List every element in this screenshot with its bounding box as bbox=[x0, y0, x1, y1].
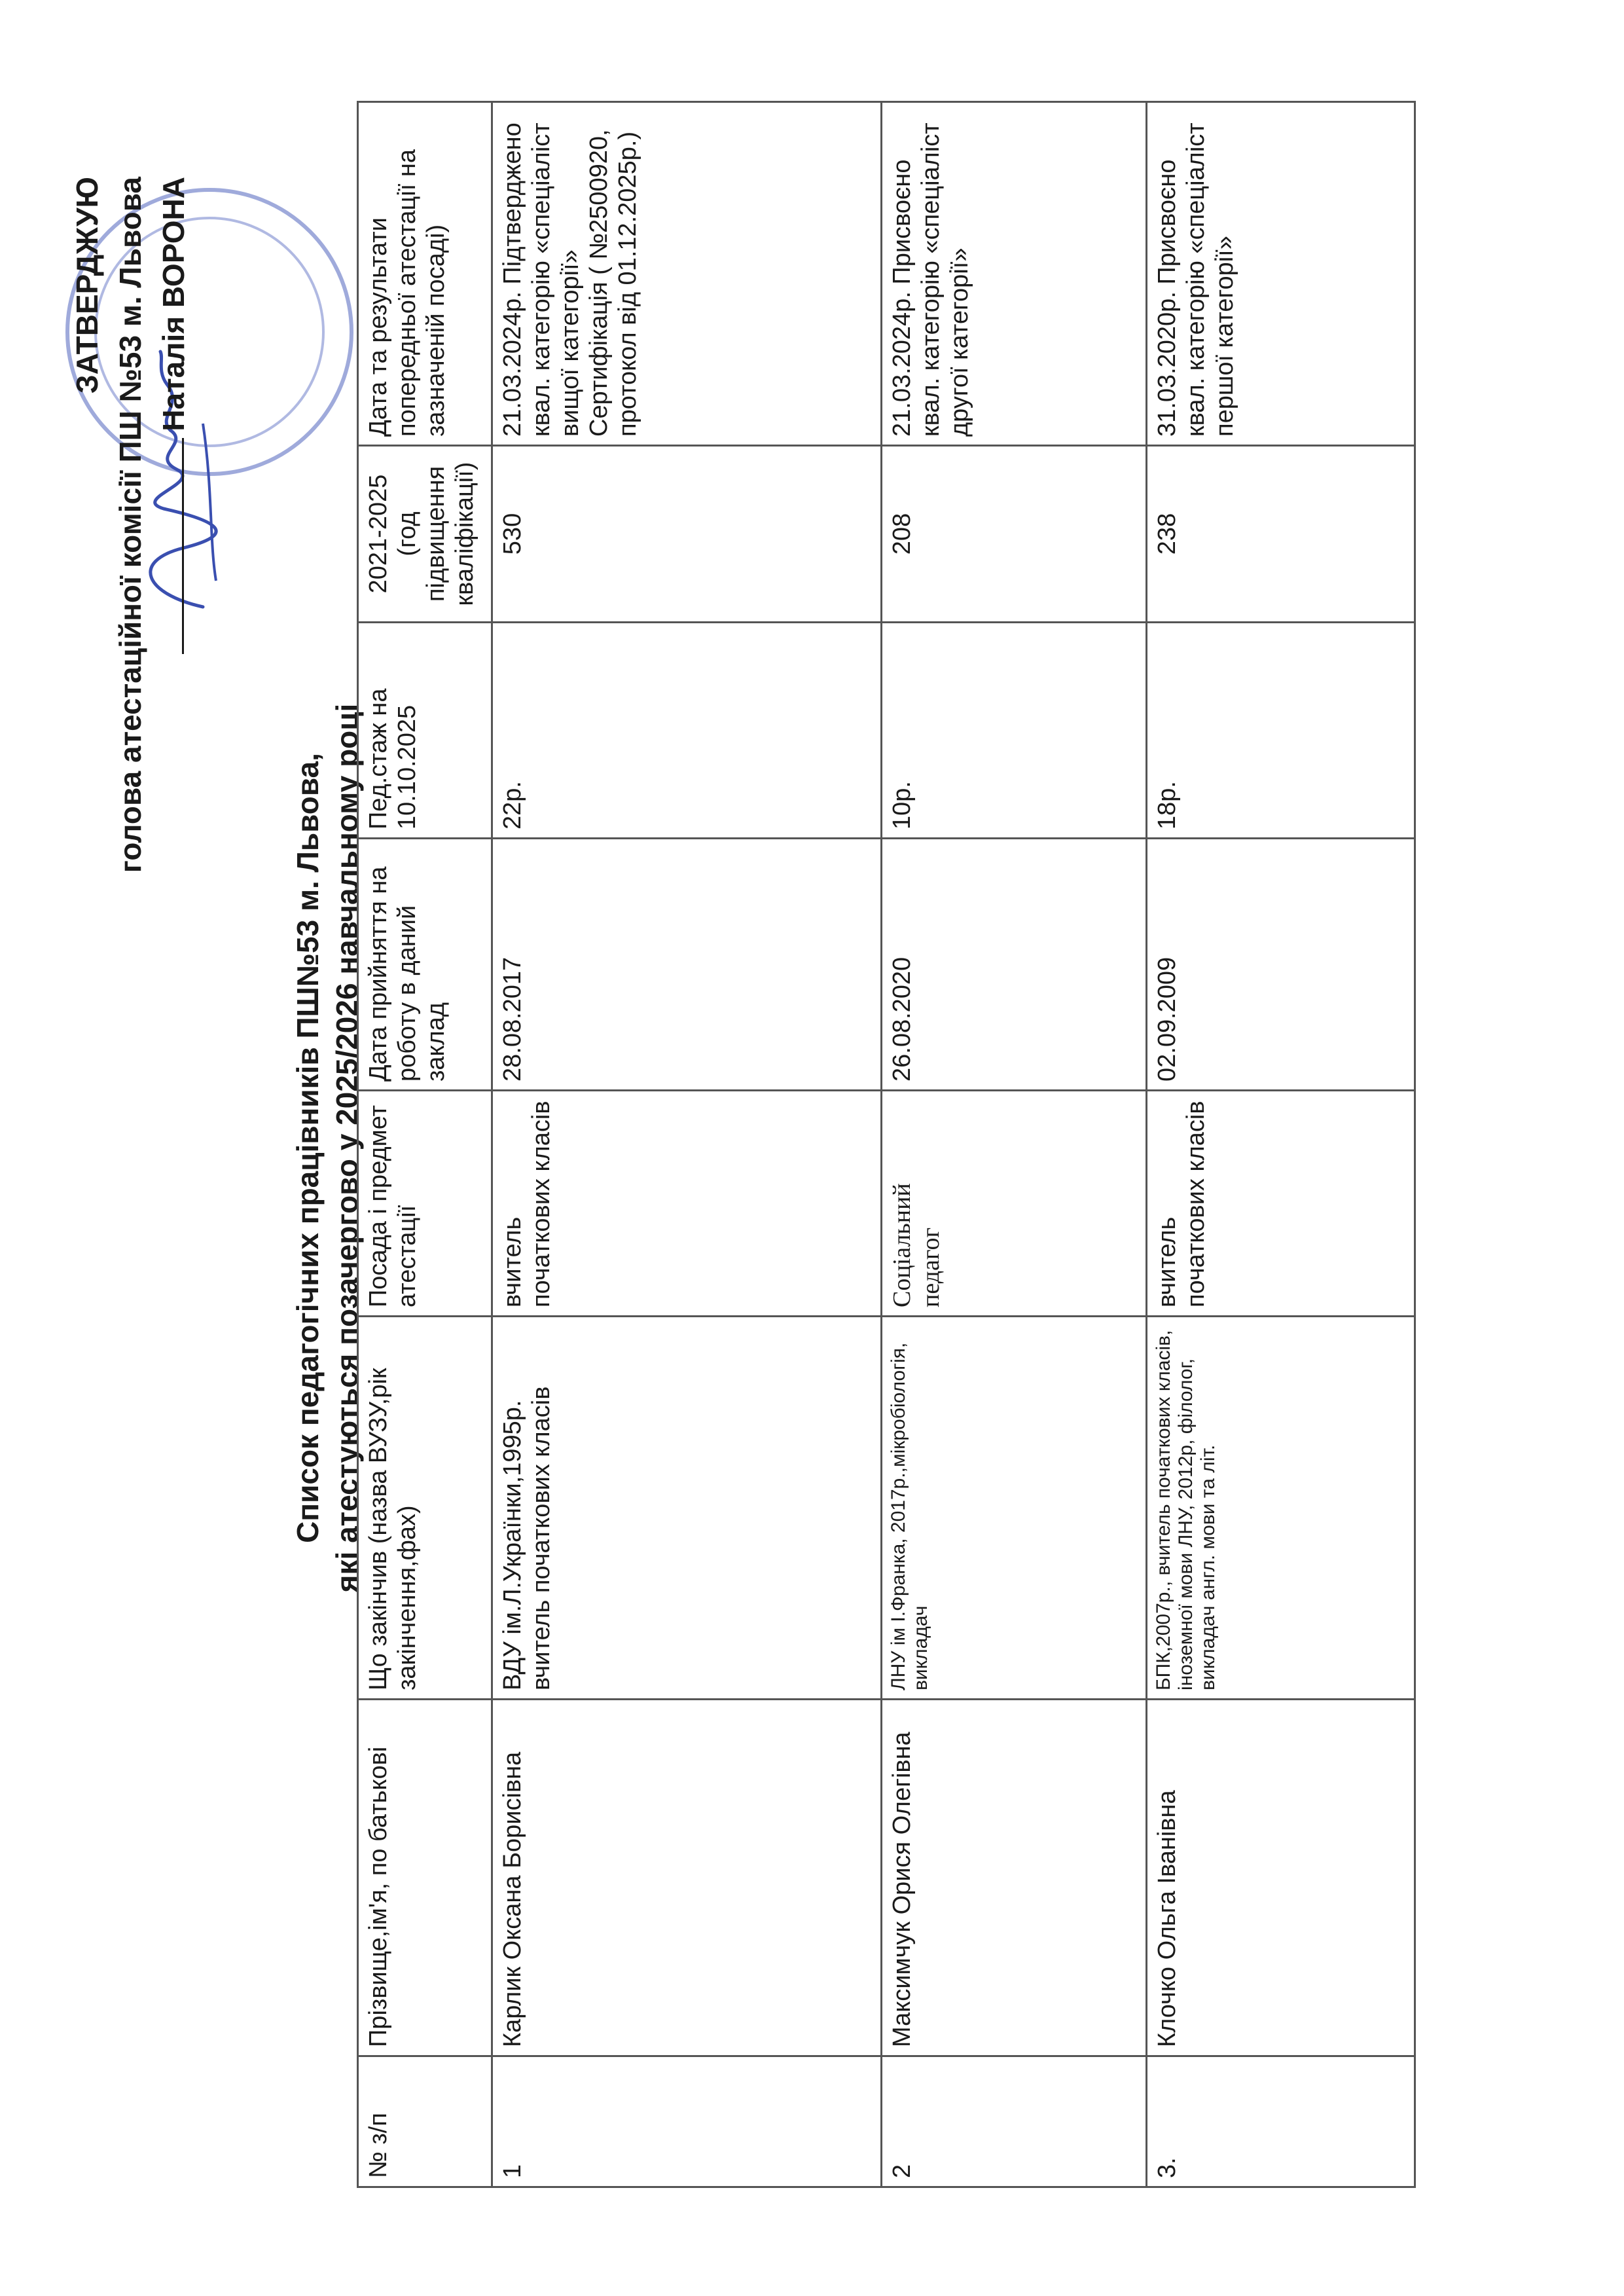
approval-position: голова атестаційної комісії ПШ №53 м. Львова bbox=[113, 177, 147, 873]
cell-hours: 208 bbox=[882, 446, 1147, 623]
table-row bbox=[492, 102, 882, 2187]
table-row bbox=[1147, 102, 1415, 2187]
cell-hours: 530 bbox=[492, 446, 882, 623]
cell-education: ВДУ ім.Л.Українки,1995р. вчитель початкових класів bbox=[492, 1317, 882, 1700]
cell-prev-attestation: 21.03.2024р. Присвоєно квал. категорію «спеціаліст другої категорії» bbox=[882, 102, 1147, 446]
cell-hire-date: 02.09.2009 bbox=[1147, 839, 1415, 1091]
header-experience: Пед.стаж на 10.10.2025 bbox=[358, 623, 492, 839]
approval-signer bbox=[152, 177, 195, 873]
cell-hire-date: 26.08.2020 bbox=[882, 839, 1147, 1091]
header-name: Прізвище,ім'я, по батькові bbox=[358, 1700, 492, 2056]
signature-line bbox=[152, 438, 184, 654]
document-title bbox=[288, 0, 367, 2296]
cell-name: Карлик Оксана Борисівна bbox=[492, 1700, 882, 2056]
title-line-2: які атестуються позачергово у 2025/2026 навчальному році bbox=[330, 703, 364, 1593]
cell-num: 1 bbox=[492, 2056, 882, 2187]
table-header-row bbox=[358, 102, 492, 2187]
cell-experience: 18р. bbox=[1147, 623, 1415, 839]
cell-prev-attestation: 21.03.2024р. Підтверджено квал. категорію «спеціаліст вищої категорії» Сертифікація ( №2500920, протокол від 01.12.2025р.) bbox=[492, 102, 882, 446]
header-hire-date: Дата прийняття на роботу в даний заклад bbox=[358, 839, 492, 1091]
cell-position: вчитель початкових класів bbox=[1147, 1091, 1415, 1317]
approval-block bbox=[65, 177, 195, 873]
staff-table bbox=[357, 101, 1416, 2188]
header-position: Посада і предмет атестації bbox=[358, 1091, 492, 1317]
cell-num: 2 bbox=[882, 2056, 1147, 2187]
header-num: № з/п bbox=[358, 2056, 492, 2187]
cell-position: вчитель початкових класів bbox=[492, 1091, 882, 1317]
cell-position: Соціальний педагог bbox=[882, 1091, 1147, 1317]
header-hours: 2021-2025 (год підвищення кваліфікації) bbox=[358, 446, 492, 623]
signer-name: Наталія ВОРОНА bbox=[156, 177, 190, 431]
cell-hire-date: 28.08.2017 bbox=[492, 839, 882, 1091]
cell-experience: 22р. bbox=[492, 623, 882, 839]
title-line-1: Список педагогічних працівників ПШ№53 м. Львова, bbox=[291, 753, 325, 1543]
cell-education: ЛНУ ім І.Франка, 2017р.,мікробіологія, викладач bbox=[882, 1317, 1147, 1700]
cell-name: Клочко Ольга Іванівна bbox=[1147, 1700, 1415, 2056]
cell-num: 3. bbox=[1147, 2056, 1415, 2187]
cell-name: Максимчук Орися Олегівна bbox=[882, 1700, 1147, 2056]
header-education: Що закінчив (назва ВУЗУ,рік закінчення,фах) bbox=[358, 1317, 492, 1700]
cell-hours: 238 bbox=[1147, 446, 1415, 623]
header-prev-attestation: Дата та результати попередньої атестації на зазначеній посаді) bbox=[358, 102, 492, 446]
table-row bbox=[882, 102, 1147, 2187]
cell-education: БПК,2007р., вчитель початкових класів, іноземної мови ЛНУ, 2012р, філолог, викладач англ. мови та літ. bbox=[1147, 1317, 1415, 1700]
cell-prev-attestation: 31.03.2020р. Присвоєно квал. категорію «спеціаліст першої категорії» bbox=[1147, 102, 1415, 446]
approval-heading: ЗАТВЕРДЖУЮ bbox=[70, 177, 104, 394]
cell-experience: 10р. bbox=[882, 623, 1147, 839]
